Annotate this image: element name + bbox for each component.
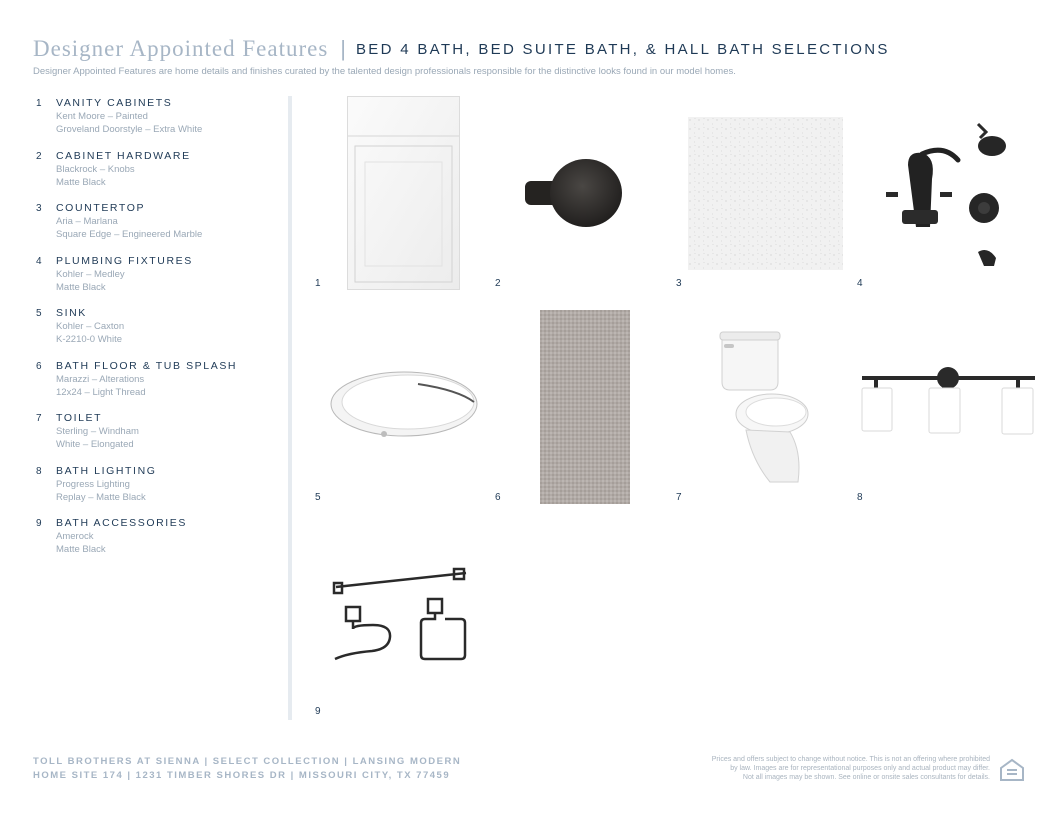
feature-number: 5 xyxy=(36,308,43,319)
footer-homesite-line: HOME SITE 174 | 1231 TIMBER SHORES DR | MISSOURI CITY, TX 77459 xyxy=(33,770,451,781)
cabinet-knob-image xyxy=(520,143,626,243)
feature-title: CABINET HARDWARE xyxy=(56,149,191,162)
feature-detail: Marazzi – Alterations xyxy=(56,373,145,385)
feature-item xyxy=(36,465,281,518)
feature-title: VANITY CABINETS xyxy=(56,97,173,109)
feature-detail: Square Edge – Engineered Marble xyxy=(56,229,203,240)
feature-item xyxy=(36,517,281,570)
feature-detail: Matte Black xyxy=(56,281,106,293)
footer-address xyxy=(33,755,461,783)
feature-list xyxy=(36,97,281,570)
feature-detail: Kohler – Caxton xyxy=(56,321,125,332)
feature-number: 7 xyxy=(36,413,43,424)
sink-image xyxy=(328,370,480,445)
gallery-number: 3 xyxy=(676,278,682,289)
vanity-cabinet-image xyxy=(347,96,460,290)
gallery-number: 1 xyxy=(315,278,321,289)
feature-title: PLUMBING FIXTURES xyxy=(56,254,193,267)
feature-number: 9 xyxy=(36,518,43,529)
feature-title: BATH ACCESSORIES xyxy=(56,517,188,529)
floor-tile-image xyxy=(540,310,630,504)
feature-detail: Kent Moore – Painted xyxy=(56,111,148,122)
gallery-number: 4 xyxy=(857,278,863,289)
gallery-number: 7 xyxy=(676,492,682,503)
feature-number: 1 xyxy=(36,98,43,109)
bath-accessories-image xyxy=(330,565,472,665)
gallery-number: 9 xyxy=(315,706,321,717)
gallery-number: 8 xyxy=(857,492,863,503)
page-title: Designer Appointed Features xyxy=(33,36,329,61)
feature-detail: Sterling – Windham xyxy=(56,426,139,437)
feature-title: BATH FLOOR & TUB SPLASH xyxy=(56,359,238,372)
feature-item xyxy=(36,202,281,255)
gallery-number: 5 xyxy=(315,492,321,503)
feature-title: BATH LIGHTING xyxy=(56,464,157,477)
feature-item xyxy=(36,97,281,150)
page-subtitle: BED 4 BATH, BED SUITE BATH, & HALL BATH SELECTIONS xyxy=(356,40,890,58)
feature-item xyxy=(36,360,281,413)
page-description: Designer Appointed Features are home details and finishes curated by the talented design professionals responsible for the distinctive looks found in our model homes. xyxy=(33,66,736,77)
feature-detail: 12x24 – Light Thread xyxy=(56,386,146,398)
bath-light-image xyxy=(860,367,1038,437)
page-header xyxy=(33,34,1033,64)
disclaimer-line: Not all images may be shown. See online or onsite sales consultants for details. xyxy=(742,774,990,781)
feature-item xyxy=(36,412,281,465)
feature-detail: Matte Black xyxy=(56,176,106,188)
feature-detail: Groveland Doorstyle – Extra White xyxy=(56,124,203,135)
feature-detail: K-2210-0 White xyxy=(56,334,123,345)
gallery-number: 6 xyxy=(495,492,501,503)
feature-detail: Replay – Matte Black xyxy=(56,491,146,503)
gallery-number: 2 xyxy=(495,278,501,289)
disclaimer-line: by law. Images are for representational purposes only and actual product may differ. xyxy=(730,765,990,772)
countertop-swatch-image xyxy=(688,117,843,270)
feature-detail: Amerock xyxy=(56,531,94,542)
vertical-divider xyxy=(288,96,292,720)
feature-title: COUNTERTOP xyxy=(56,202,146,214)
feature-item xyxy=(36,150,281,203)
equal-housing-opportunity-icon xyxy=(999,757,1025,783)
feature-title: SINK xyxy=(56,307,87,319)
feature-number: 6 xyxy=(36,360,43,372)
feature-number: 3 xyxy=(36,203,43,214)
plumbing-fixtures-image xyxy=(884,120,1014,270)
feature-number: 4 xyxy=(36,255,43,267)
feature-detail: Kohler – Medley xyxy=(56,268,125,280)
feature-item xyxy=(36,307,281,360)
disclaimer-line: Prices and offers subject to change without notice. This is not an offering where prohibited xyxy=(711,756,990,763)
feature-detail: Progress Lighting xyxy=(56,478,130,490)
feature-item xyxy=(36,255,281,308)
footer-community-line: TOLL BROTHERS AT SIENNA | SELECT COLLECTION | LANSING MODERN xyxy=(33,756,462,767)
feature-number: 8 xyxy=(36,465,43,477)
feature-detail: Blackrock – Knobs xyxy=(56,163,135,175)
feature-detail: Matte Black xyxy=(56,544,106,555)
toilet-image xyxy=(718,330,813,486)
feature-detail: White – Elongated xyxy=(56,439,134,450)
footer-disclaimer xyxy=(660,755,990,782)
title-separator: | xyxy=(340,36,346,61)
feature-title: TOILET xyxy=(56,412,103,424)
feature-detail: Aria – Marlana xyxy=(56,216,118,227)
feature-number: 2 xyxy=(36,150,43,162)
